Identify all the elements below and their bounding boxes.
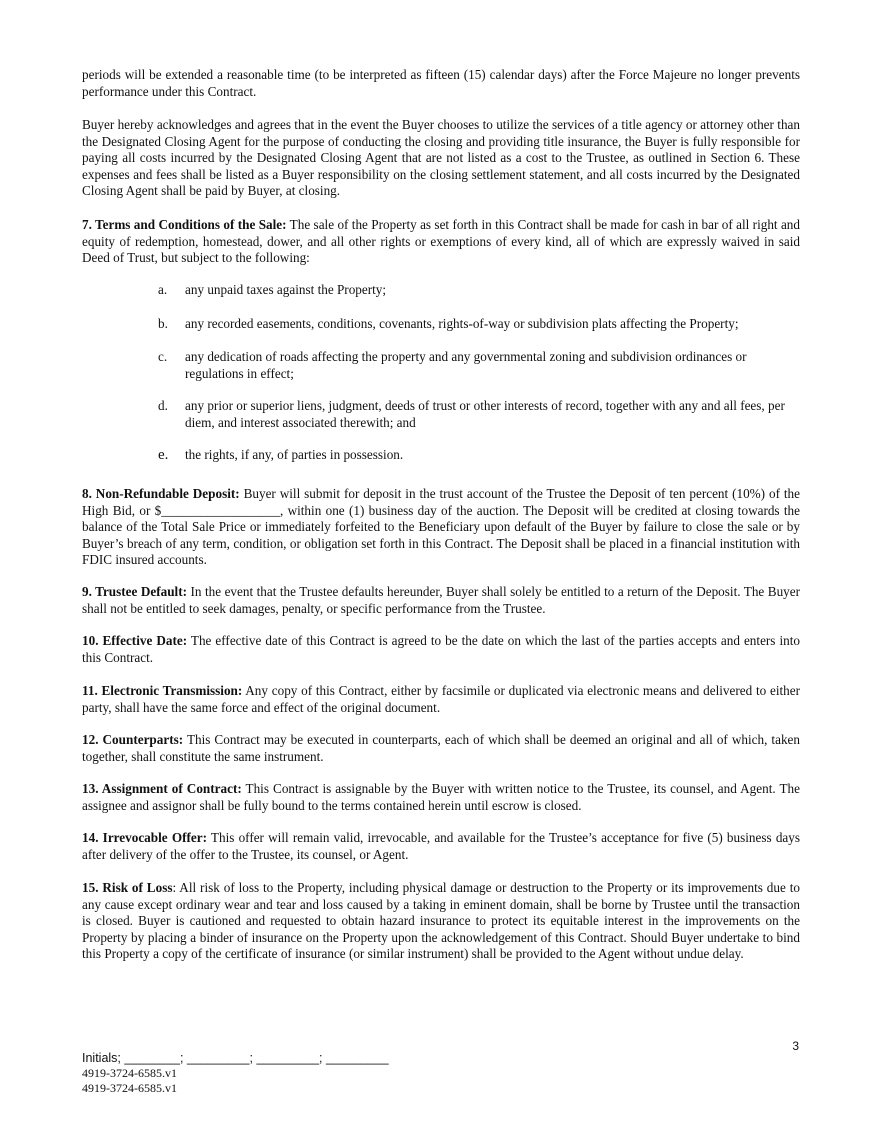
section-heading: 15. Risk of Loss — [82, 880, 173, 895]
list-item-d — [158, 398, 800, 431]
list-item-text: any prior or superior liens, judgment, deeds of trust or other interests of record, together with any and all fees, per diem, and interest associated therewith; and — [185, 398, 785, 430]
list-item-label: c. — [158, 349, 168, 364]
section-body: This Contract may be executed in counterparts, each of which shall be deemed an original and all of which, taken together, shall constitute the same instrument. — [82, 732, 800, 764]
list-item-label: d. — [158, 398, 168, 413]
section-heading: 8. Non-Refundable Deposit: — [82, 486, 240, 501]
section-8-deposit — [82, 486, 800, 569]
initials-line: Initials; ________; _________; _________; _________ — [82, 1051, 389, 1065]
section-body: Any copy of this Contract, either by facsimile or duplicated via electronic means and delivered to either party, shall have the same force and effect of the original document. — [82, 683, 800, 715]
section-13-assignment — [82, 781, 800, 814]
page-number: 3 — [792, 1039, 799, 1053]
section-body: The sale of the Property as set forth in this Contract shall be made for cash in bar of all right and equity of redemption, homestead, dower, and all other rights or exemptions of every kind, all of which are expressly waived in said Deed of Trust, but subject to the following: — [82, 217, 800, 266]
section-heading: 12. Counterparts: — [82, 732, 184, 747]
list-item-text: any recorded easements, conditions, covenants, rights-of-way or subdivision plats affecting the Property; — [185, 316, 739, 331]
section-heading: 9. Trustee Default: — [82, 584, 188, 599]
list-item-label: e. — [158, 447, 169, 463]
section-14-irrevocable-offer — [82, 830, 800, 863]
section-12-counterparts — [82, 732, 800, 765]
list-item-text: any unpaid taxes against the Property; — [185, 282, 387, 297]
paragraph-closing-agent — [82, 117, 800, 200]
section-15-risk-of-loss — [82, 880, 800, 963]
section-heading: 14. Irrevocable Offer: — [82, 830, 207, 845]
document-id: 4919-3724-6585.v1 — [82, 1066, 177, 1080]
section-10-effective-date — [82, 633, 800, 666]
list-item-c — [158, 349, 800, 382]
section-11-electronic-transmission — [82, 683, 800, 716]
list-item-label: b. — [158, 316, 168, 331]
section-heading: 7. Terms and Conditions of the Sale: — [82, 217, 287, 232]
list-item-text: the rights, if any, of parties in possession. — [185, 447, 404, 462]
list-item-b — [158, 316, 800, 333]
section-heading: 11. Electronic Transmission: — [82, 683, 243, 698]
section-body: : All risk of loss to the Property, including physical damage or destruction to the Property or its improvements due to any cause except ordinary wear and tear and loss caused by a taking in eminent domain, shall be borne by Trustee until the transaction is closed. Buyer is cautioned and requested to obtain hazard insurance to protect its equitable interest in the improvements on the Property by placing a binder of insurance on the Property upon the acknowledgement of this Contract. Should Buyer undertake to bind this Property a copy of the certificate of insurance (or similar instrument) shall be provided to the Agent without undue delay. — [82, 880, 800, 962]
document-id: 4919-3724-6585.v1 — [82, 1081, 177, 1095]
section-heading: 10. Effective Date: — [82, 633, 188, 648]
section-9-trustee-default — [82, 584, 800, 617]
section-body: Buyer will submit for deposit in the trust account of the Trustee the Deposit of ten percent (10%) of the High Bid, or $__________________, within one (1) business day of the auction. The Deposit will be credited at closing towards the balance of the Total Sale Price or immediately forfeited to the Beneficiary upon default of the Buyer by failure to close the sale or by Buyer’s breach of any term, condition, or obligation set forth in this Contract. The Deposit shall be placed in a financial institution with FDIC insured accounts. — [82, 486, 800, 568]
paragraph-text: periods will be extended a reasonable time (to be interpreted as fifteen (15) calendar days) after the Force Majeure no longer prevents performance under this Contract. — [82, 67, 800, 99]
list-item-e — [158, 447, 800, 464]
paragraph-text: Buyer hereby acknowledges and agrees that in the event the Buyer chooses to utilize the services of a title agency or attorney other than the Designated Closing Agent for the purpose of conducting the closing and providing title insurance, the Buyer is fully responsible for paying all costs incurred by the Designated Closing Agent that are not listed as a cost to the Trustee, as outlined in Section 6. These expenses and fees shall be listed as a Buyer responsibility on the closing settlement statement, and all costs incurred by the Designated Closing Agent shall be paid by Buyer, at closing. — [82, 117, 800, 199]
section-body: In the event that the Trustee defaults hereunder, Buyer shall solely be entitled to a return of the Deposit. The Buyer shall not be entitled to seek damages, penalty, or specific performance from the Trustee. — [82, 584, 800, 616]
list-item-label: a. — [158, 282, 168, 297]
section-heading: 13. Assignment of Contract: — [82, 781, 242, 796]
list-item-a — [158, 282, 800, 299]
section-7-terms — [82, 217, 800, 267]
section-body: The effective date of this Contract is agreed to be the date on which the last of the parties accepts and enters into this Contract. — [82, 633, 800, 665]
list-item-text: any dedication of roads affecting the property and any governmental zoning and subdivision ordinances or regulations in effect; — [185, 349, 747, 381]
paragraph-force-majeure-continuation — [82, 67, 800, 100]
section-body: This offer will remain valid, irrevocable, and available for the Trustee’s acceptance for five (5) business days after delivery of the offer to the Trustee, its counsel, or Agent. — [82, 830, 801, 862]
section-body: This Contract is assignable by the Buyer with written notice to the Trustee, its counsel, and Agent. The assignee and assignor shall be fully bound to the terms contained herein until escrow is closed. — [82, 781, 800, 813]
